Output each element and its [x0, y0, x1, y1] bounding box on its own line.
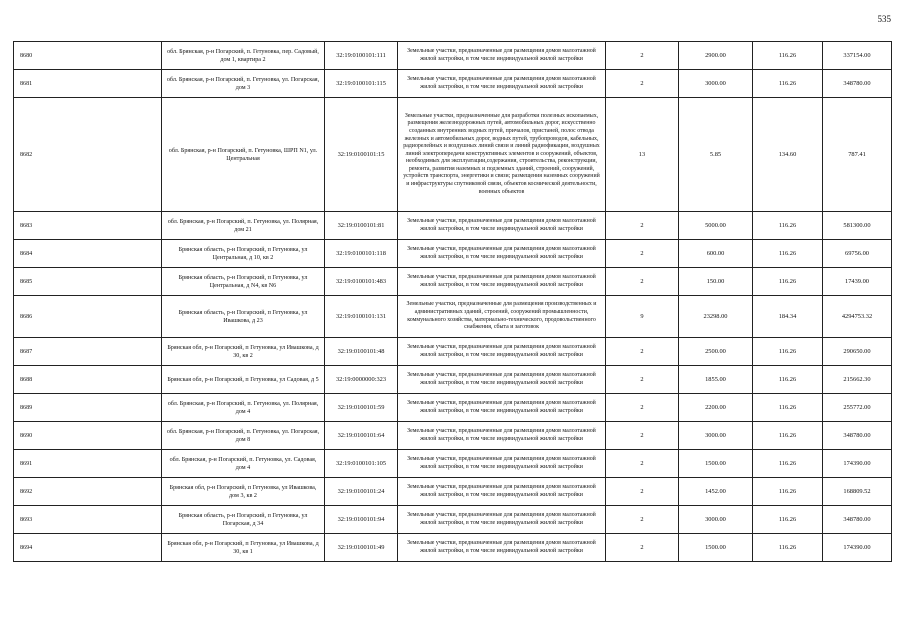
table-row — [14, 212, 892, 240]
area-cell: 3000.00 — [679, 506, 753, 534]
row-id: 8687 — [14, 338, 162, 366]
land-use-cell: Земельные участки, предназначенные для разработки полезных ископаемых, размещения железнодорожных путей, автомобильных дорог, искусственно созданных внутренних водных путей, причалов, пристаней, полос отвода железных и автомобильных дорог, водных путей, трубопроводов, кабельных, радиорелейных и воздушных линий связи и линий радиофикации, воздушных линий электропередачи конструктивных элементов и сооружений, объектов, необходимых для эксплуатации,содержания, строительства, реконструкции, ремонта, развития наземных и подземных зданий, строений, сооружений, устройств транспорта, энергетики и связи; размещения наземных сооружений и инфраструктуры спутниковой связи, объектов космической деятельности, военных объектов — [398, 98, 606, 212]
address-cell: обл. Брянская, р-н Погарский, п. Гетуновка, ШРП N1, ул. Центральная — [162, 98, 325, 212]
area-cell: 2500.00 — [679, 338, 753, 366]
area-cell: 1855.00 — [679, 366, 753, 394]
cadastral-value-cell: 290650.00 — [823, 338, 892, 366]
row-id: 8691 — [14, 450, 162, 478]
row-id: 8694 — [14, 534, 162, 562]
cadastral-value-cell: 255772.00 — [823, 394, 892, 422]
group-cell: 2 — [606, 240, 679, 268]
area-cell: 2900.00 — [679, 42, 753, 70]
cadastral-number-cell: 32:19:0100101:483 — [325, 268, 398, 296]
rate-cell: 116.26 — [753, 506, 823, 534]
land-use-cell: Земельные участки, предназначенные для размещения производственных и административных зданий, строений, сооружений промышленности, коммунального хозяйства, материально-технического, продовольственного снабжения, сбыта и заготовок — [398, 296, 606, 338]
address-cell: Брянская область, р-н Погарский, п Гетуновка, ул Погарская, д 34 — [162, 506, 325, 534]
land-use-cell: Земельные участки, предназначенные для размещения домов малоэтажной жилой застройки, в том числе индивидуальной жилой застройки — [398, 212, 606, 240]
cadastral-value-cell: 348780.00 — [823, 506, 892, 534]
land-use-cell: Земельные участки, предназначенные для размещения домов малоэтажной жилой застройки, в том числе индивидуальной жилой застройки — [398, 478, 606, 506]
group-cell: 2 — [606, 366, 679, 394]
address-cell: Брянская область, р-н Погарский, п Гетуновка, ул Ивашкова, д 23 — [162, 296, 325, 338]
cadastral-value-cell: 348780.00 — [823, 70, 892, 98]
cadastral-value-cell: 69756.00 — [823, 240, 892, 268]
land-use-cell: Земельные участки, предназначенные для размещения домов малоэтажной жилой застройки, в том числе индивидуальной жилой застройки — [398, 366, 606, 394]
table-row — [14, 42, 892, 70]
group-cell: 2 — [606, 268, 679, 296]
cadastral-value-cell: 17439.00 — [823, 268, 892, 296]
rate-cell: 116.26 — [753, 212, 823, 240]
land-use-cell: Земельные участки, предназначенные для размещения домов малоэтажной жилой застройки, в том числе индивидуальной жилой застройки — [398, 338, 606, 366]
row-id: 8681 — [14, 70, 162, 98]
row-id: 8683 — [14, 212, 162, 240]
table-row — [14, 394, 892, 422]
cadastral-number-cell: 32:19:0100101:111 — [325, 42, 398, 70]
table-row — [14, 478, 892, 506]
address-cell: обл. Брянская, р-н Погарский, п. Гетуновка, ул. Полярная, дом 21 — [162, 212, 325, 240]
table-row — [14, 366, 892, 394]
row-id: 8688 — [14, 366, 162, 394]
area-cell: 5.85 — [679, 98, 753, 212]
table-row — [14, 70, 892, 98]
area-cell: 5000.00 — [679, 212, 753, 240]
address-cell: обл. Брянская, р-н Погарский, п. Гетуновка, ул. Погарская, дом 8 — [162, 422, 325, 450]
table-row — [14, 450, 892, 478]
row-id: 8693 — [14, 506, 162, 534]
cadastral-number-cell: 32:19:0000000:323 — [325, 366, 398, 394]
group-cell: 2 — [606, 450, 679, 478]
row-id: 8692 — [14, 478, 162, 506]
cadastral-number-cell: 32:19:0100101:48 — [325, 338, 398, 366]
land-use-cell: Земельные участки, предназначенные для размещения домов малоэтажной жилой застройки, в том числе индивидуальной жилой застройки — [398, 268, 606, 296]
cadastral-number-cell: 32:19:0100101:105 — [325, 450, 398, 478]
cadastral-number-cell: 32:19:0100101:94 — [325, 506, 398, 534]
address-cell: Брянская обл, р-н Погарский, п Гетуновка, ул Ивашкова, д 30, кв 2 — [162, 338, 325, 366]
address-cell: Брянская область, р-н Погарский, п Гетуновка, ул Центральная, д N4, кв N6 — [162, 268, 325, 296]
group-cell: 9 — [606, 296, 679, 338]
address-cell: обл. Брянская, р-н Погарский, п. Гетуновка, пер. Садовый, дом 1, квартира 2 — [162, 42, 325, 70]
cadastral-value-cell: 174390.00 — [823, 450, 892, 478]
row-id: 8689 — [14, 394, 162, 422]
page-number: 535 — [877, 14, 891, 24]
cadastral-value-cell: 581300.00 — [823, 212, 892, 240]
land-use-cell: Земельные участки, предназначенные для размещения домов малоэтажной жилой застройки, в том числе индивидуальной жилой застройки — [398, 70, 606, 98]
area-cell: 2200.00 — [679, 394, 753, 422]
cadastral-number-cell: 32:19:0100101:131 — [325, 296, 398, 338]
land-use-cell: Земельные участки, предназначенные для размещения домов малоэтажной жилой застройки, в том числе индивидуальной жилой застройки — [398, 450, 606, 478]
rate-cell: 116.26 — [753, 240, 823, 268]
group-cell: 2 — [606, 534, 679, 562]
rate-cell: 116.26 — [753, 42, 823, 70]
row-id: 8686 — [14, 296, 162, 338]
land-use-cell: Земельные участки, предназначенные для размещения домов малоэтажной жилой застройки, в том числе индивидуальной жилой застройки — [398, 506, 606, 534]
cadastral-number-cell: 32:19:0100101:15 — [325, 98, 398, 212]
address-cell: Брянская обл, р-н Погарский, п Гетуновка, ул Ивашкова, д 30, кв 1 — [162, 534, 325, 562]
cadastral-value-table — [13, 41, 892, 562]
cadastral-number-cell: 32:19:0100101:64 — [325, 422, 398, 450]
table-row — [14, 296, 892, 338]
group-cell: 13 — [606, 98, 679, 212]
address-cell: обл. Брянская, р-н Погарский, п. Гетуновка, ул. Полярная, дом 4 — [162, 394, 325, 422]
table-row — [14, 338, 892, 366]
area-cell: 600.00 — [679, 240, 753, 268]
cadastral-number-cell: 32:19:0100101:81 — [325, 212, 398, 240]
cadastral-number-cell: 32:19:0100101:115 — [325, 70, 398, 98]
table-row — [14, 422, 892, 450]
rate-cell: 116.26 — [753, 70, 823, 98]
area-cell: 3000.00 — [679, 70, 753, 98]
group-cell: 2 — [606, 338, 679, 366]
address-cell: Брянская обл, р-н Погарский, п Гетуновка, ул Ивашкова, дом 3, кв 2 — [162, 478, 325, 506]
table-row — [14, 98, 892, 212]
rate-cell: 116.26 — [753, 366, 823, 394]
row-id: 8680 — [14, 42, 162, 70]
cadastral-value-cell: 168809.52 — [823, 478, 892, 506]
cadastral-value-cell: 174390.00 — [823, 534, 892, 562]
cadastral-value-cell: 215662.30 — [823, 366, 892, 394]
land-use-cell: Земельные участки, предназначенные для размещения домов малоэтажной жилой застройки, в том числе индивидуальной жилой застройки — [398, 534, 606, 562]
rate-cell: 116.26 — [753, 534, 823, 562]
cadastral-number-cell: 32:19:0100101:118 — [325, 240, 398, 268]
rate-cell: 116.26 — [753, 268, 823, 296]
address-cell: Брянская область, р-н Погарский, п Гетуновка, ул Центральная, д 10, кв 2 — [162, 240, 325, 268]
table-row — [14, 240, 892, 268]
area-cell: 3000.00 — [679, 422, 753, 450]
area-cell: 1500.00 — [679, 450, 753, 478]
area-cell: 1500.00 — [679, 534, 753, 562]
group-cell: 2 — [606, 42, 679, 70]
table-row — [14, 268, 892, 296]
group-cell: 2 — [606, 70, 679, 98]
address-cell: обл. Брянская, р-н Погарский, п. Гетуновка, ул. Погарская, дом 3 — [162, 70, 325, 98]
cadastral-value-cell: 787.41 — [823, 98, 892, 212]
cadastral-value-cell: 337154.00 — [823, 42, 892, 70]
rate-cell: 116.26 — [753, 338, 823, 366]
area-cell: 150.00 — [679, 268, 753, 296]
group-cell: 2 — [606, 212, 679, 240]
cadastral-number-cell: 32:19:0100101:49 — [325, 534, 398, 562]
rate-cell: 184.34 — [753, 296, 823, 338]
table-row — [14, 534, 892, 562]
row-id: 8682 — [14, 98, 162, 212]
table-row — [14, 506, 892, 534]
cadastral-value-cell: 348780.00 — [823, 422, 892, 450]
rate-cell: 116.26 — [753, 450, 823, 478]
land-use-cell: Земельные участки, предназначенные для размещения домов малоэтажной жилой застройки, в том числе индивидуальной жилой застройки — [398, 240, 606, 268]
group-cell: 2 — [606, 478, 679, 506]
row-id: 8690 — [14, 422, 162, 450]
land-use-cell: Земельные участки, предназначенные для размещения домов малоэтажной жилой застройки, в том числе индивидуальной жилой застройки — [398, 422, 606, 450]
group-cell: 2 — [606, 394, 679, 422]
rate-cell: 116.26 — [753, 394, 823, 422]
area-cell: 1452.00 — [679, 478, 753, 506]
rate-cell: 116.26 — [753, 478, 823, 506]
address-cell: Брянская обл, р-н Погарский, п Гетуновка, ул Садовая, д 5 — [162, 366, 325, 394]
land-use-cell: Земельные участки, предназначенные для размещения домов малоэтажной жилой застройки, в том числе индивидуальной жилой застройки — [398, 394, 606, 422]
group-cell: 2 — [606, 422, 679, 450]
address-cell: обл. Брянская, р-н Погарский, п. Гетуновка, ул. Садовая, дом 4 — [162, 450, 325, 478]
cadastral-number-cell: 32:19:0100101:59 — [325, 394, 398, 422]
row-id: 8684 — [14, 240, 162, 268]
group-cell: 2 — [606, 506, 679, 534]
cadastral-number-cell: 32:19:0100101:24 — [325, 478, 398, 506]
area-cell: 23298.00 — [679, 296, 753, 338]
cadastral-value-cell: 4294753.32 — [823, 296, 892, 338]
rate-cell: 134.60 — [753, 98, 823, 212]
row-id: 8685 — [14, 268, 162, 296]
rate-cell: 116.26 — [753, 422, 823, 450]
land-use-cell: Земельные участки, предназначенные для размещения домов малоэтажной жилой застройки, в том числе индивидуальной жилой застройки — [398, 42, 606, 70]
